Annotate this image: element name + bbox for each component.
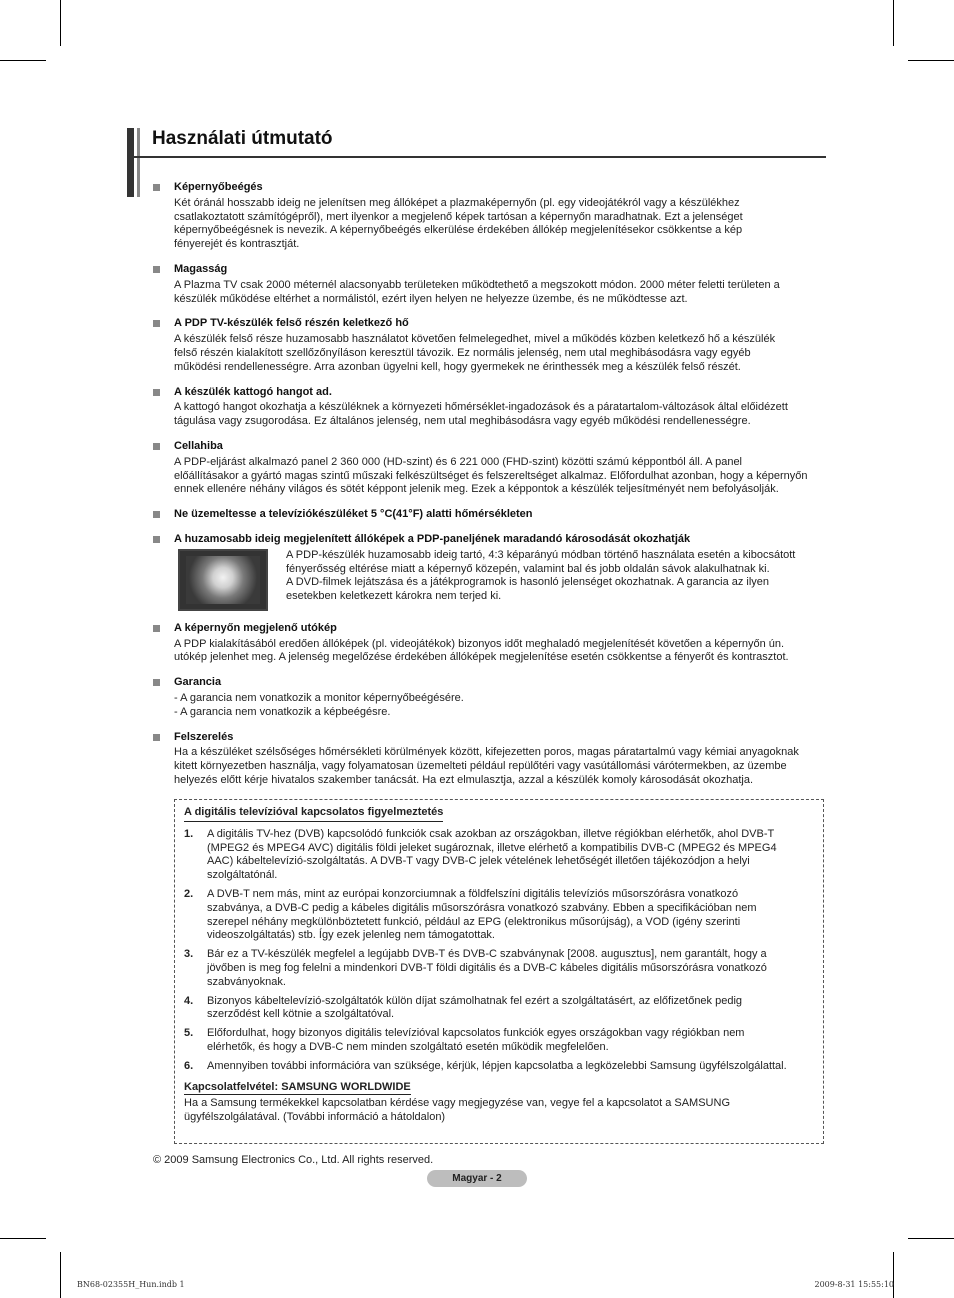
notice-item [184, 1027, 813, 1055]
text-line: képernyőbeégésnek is nevezik. A képernyőbeégés elkerülése érdekében állókép megjelenítésekor csökkentse a kép [174, 224, 743, 237]
text-line: A DVB-T nem más, mint az európai konzorciumnak a földfelszíni digitális televíziós műsorszórásra vonatkozó [207, 887, 739, 900]
page-title: Használati útmutató [152, 128, 333, 149]
text-line: helyezés előtt kérje hivatalos szakember tanácsát. Ha ezt elmulasztja, azzal a készülék komoly károsodását okozhatja. [174, 773, 754, 786]
section-heading: Ne üzemeltesse a televíziókészüléket 5 °C(41°F) alatti hőmérsékleten [174, 508, 533, 521]
text-line: szolgáltatónál. [207, 869, 278, 882]
text-line: elérhetők, és hogy a DVB-C nem minden szolgáltató esetén működik megfelelően. [207, 1040, 609, 1053]
crop-mark [0, 1238, 46, 1239]
item-number: 3. [184, 948, 194, 961]
text-line: - A garancia nem vonatkozik a képbeégésre. [174, 705, 391, 718]
main-content [152, 181, 828, 799]
section-heading: A készülék kattogó hangot ad. [174, 385, 332, 398]
text-line: szabványa, a DVB-C pedig a kábeles digitális műsorszórásra vonatkozó szabvány. Ebben a specifikációban nem [207, 901, 757, 914]
section-heading: Cellahiba [174, 439, 223, 452]
page-number-badge: Magyar - 2 [427, 1170, 527, 1187]
crop-mark [893, 0, 894, 46]
crop-mark [60, 0, 61, 46]
section-heading: Képernyőbeégés [174, 181, 263, 193]
item-number: 6. [184, 1059, 194, 1072]
title-accent-bar [127, 128, 134, 197]
text-line: A kattogó hangot okozhatja a készüléknek a környezeti hőmérséklet-ingadozások és a páratartalom-változások által előidézett [174, 401, 788, 414]
notice-heading: A digitális televízióval kapcsolatos figyelmeztetés [184, 806, 443, 822]
item-number: 1. [184, 827, 194, 840]
footer-timestamp: 2009-8-31 15:55:10 [814, 1280, 894, 1289]
text-line: felső részén kialakított szellőzőnyíláson keresztül távozik. Ez normális jelenség, nem utal meghibásodásra vagy egyéb [174, 346, 751, 359]
bullet-icon [153, 679, 160, 686]
section [152, 181, 828, 252]
text-line: Ha a készüléket szélsőséges hőmérsékleti körülmények között, kifejezetten poros, magas páratartalmú vagy kémiai anyagoknak [174, 746, 799, 759]
bullet-icon [153, 320, 160, 327]
item-number: 2. [184, 887, 194, 900]
section [152, 317, 828, 374]
footer-file-info: BN68-02355H_Hun.indb 1 [77, 1280, 185, 1289]
section-text [174, 746, 828, 787]
section-heading: A huzamosabb ideig megjelenített állóképek a PDP-paneljének maradandó károsodását okozhatják [174, 532, 691, 545]
item-number: 4. [184, 994, 194, 1007]
text-line: A digitális TV-hez (DVB) kapcsolódó funkciók csak azokban az országokban, illetve régiókban elérhetők, ahol DVB-T [207, 827, 775, 840]
text-line: csatlakoztatott számítógépről), mert ilyenkor a megjelenő képek tartósan a képernyőn maradhatnak. Ezt a jelenséget [174, 210, 743, 223]
section-heading: A PDP TV-készülék felső részén keletkező hő [174, 317, 409, 330]
section-text [174, 279, 828, 307]
text-line: fényerejét és kontrasztját. [174, 238, 300, 251]
item-number: 5. [184, 1027, 194, 1040]
section [152, 440, 828, 497]
text-line: Bár ez a TV-készülék megfelel a legújabb DVB-T és DVB-C szabványnak [2008. augusztus], nem garantált, hogy a [207, 948, 767, 961]
crop-mark [60, 1252, 61, 1298]
text-line: - A garancia nem vonatkozik a monitor képernyőbeégésére. [174, 691, 464, 704]
contact-text [184, 1097, 813, 1125]
crop-mark [893, 1252, 894, 1298]
section-text [174, 197, 828, 252]
section [152, 622, 828, 665]
crop-mark [908, 60, 954, 61]
section [152, 676, 828, 719]
text-line: A PDP kialakításából eredően állóképek (pl. videojátékok) bizonyos időt meghaladó megjelenítését követően a képernyőn ún. [174, 637, 785, 650]
section [152, 263, 828, 306]
copyright: © 2009 Samsung Electronics Co., Ltd. All rights reserved. [153, 1154, 434, 1166]
section-text [174, 401, 828, 429]
text-line: Ha a Samsung termékekkel kapcsolatban kérdése vagy megjegyzése van, vegye fel a kapcsolatot a SAMSUNG [184, 1097, 730, 1110]
text-line: (MPEG2 és MPEG4 AVC) digitális földi jeleket sugároznak, illetve elérhető a kompatibilis DVB-C (MPEG2 és MPEG4 [207, 841, 777, 854]
notice-list [184, 828, 813, 1074]
text-line: esetekben keletkezett károkra nem terjed ki. [286, 590, 502, 603]
afterimage-illustration [178, 549, 268, 611]
digital-tv-notice-box [174, 799, 824, 1144]
image-section [152, 533, 828, 611]
notice-item [184, 948, 813, 989]
text-line: Előfordulhat, hogy bizonyos digitális televízióval kapcsolatos funkciók egyes országokban vagy régiókban nem [207, 1027, 745, 1040]
section [152, 386, 828, 429]
text-line: A PDP-eljárást alkalmazó panel 2 360 000 (HD-szint) és 6 221 000 (FHD-szint) közötti számú képpontból áll. A panel [174, 455, 743, 468]
section-heading: Felszerelés [174, 730, 234, 743]
text-line: ügyfélszolgálatával. (További információ a hátoldalon) [184, 1111, 446, 1124]
text-line: jövőben is meg fog felelni a mindenkori DVB-T földi digitális és a DVB-C kábeles digitális műsorszórásra vonatkozó [207, 961, 767, 974]
notice-item [184, 888, 813, 943]
bullet-icon [153, 266, 160, 273]
text-line: készülék működése eltérhet a normálistól, ezért ilyen helyen ne helyezze üzembe, és ne működtesse azt. [174, 292, 688, 305]
bullet-icon [153, 443, 160, 450]
section-heading: Magasság [174, 262, 228, 275]
contact-heading: Kapcsolatfelvétel: SAMSUNG WORLDWIDE [184, 1081, 411, 1096]
section-text [286, 549, 795, 611]
section-heading: A képernyőn megjelenő utókép [174, 621, 337, 634]
bullet-icon [153, 536, 160, 543]
text-line: Bizonyos kábeltelevízió-szolgáltatók külön díjat számolhatnak fel ezért a szolgáltatásért, az előfizetőnek pedig [207, 994, 743, 1007]
bullet-icon [153, 511, 160, 518]
text-line: AAC) kábeltelevízió-szolgáltatás. A DVB-T vagy DVB-C jelek vételének lehetőségét illetően tájékozódjon a helyi [207, 855, 750, 868]
bullet-icon [153, 184, 160, 191]
text-line: A DVD-filmek lejátszása és a játékprogramok is hasonló jelenséget okozhatnak. A garancia az ilyen [286, 576, 770, 589]
section-heading: Garancia [174, 676, 222, 689]
section [152, 731, 828, 788]
text-line: A készülék felső része huzamosabb használatot követően felmelegedhet, mivel a működés közben keletkező hő a készülék [174, 333, 776, 346]
text-line: fényerősség eltérése miatt a képernyő közepén, valamint bal és jobb oldalán sávok alakulhatnak ki. [286, 562, 770, 575]
crop-mark [908, 1238, 954, 1239]
section-text [174, 638, 828, 666]
notice-item [184, 828, 813, 883]
text-line: szerepel néhány megkülönböztetett funkció, például az EPG (elektronikus műsorújság), a VOD (igény szerinti [207, 915, 741, 928]
text-line: Amennyiben további információra van szüksége, kérjük, lépjen kapcsolatba a legközelebbi Samsung ügyfélszolgálattal. [207, 1059, 787, 1072]
text-line: A PDP-készülék huzamosabb ideig tartó, 4:3 képarányú módban történő használata esetén a kibocsátott [286, 548, 796, 561]
crop-mark [0, 60, 46, 61]
text-line: ennek ellenére néhány világos és sötét képpont jelenik meg. Ezek a képpontok a készülék teljesítményét nem befolyásolják. [174, 483, 779, 496]
bullet-icon [153, 734, 160, 741]
text-line: szerződést kell kötnie a szolgáltatóval. [207, 1008, 395, 1021]
text-line: működési rendellenességre. Arra azonban ügyelni kell, hogy gyermekek ne érinthessék meg a készülék felső részét. [174, 360, 741, 373]
text-line: kitett környezetben használja, vagy folyamatosan üzemelteti például repülőtéri vagy vasútállomási várótermekben, az üzembe [174, 760, 787, 773]
section [152, 508, 828, 522]
bullet-icon [153, 625, 160, 632]
text-line: videoszolgáltatás) stb. Így ezek jelenleg nem támogatottak. [207, 929, 495, 942]
text-line: tágulása vagy zsugorodása. Ez általános jelenség, nem utal meghibásodásra vagy egyéb működési rendellenességre. [174, 415, 751, 428]
section-text [174, 456, 828, 497]
text-line: Két óránál hosszabb ideig ne jelenítsen meg állóképet a plazmaképernyőn (pl. egy videojátékról vagy a készülékhez [174, 196, 740, 209]
text-line: utókép jelenhet meg. A jelenség megelőzése érdekében állóképek megjelenítése esetén csökkentse a fényerőt és kontrasztot. [174, 651, 789, 664]
text-line: előállításakor a gyártó magas szintű műszaki felkészültséget és felszereltséget alkalmaz. Előfordulhat azonban, hogy a képernyőn [174, 469, 808, 482]
notice-item [184, 1060, 813, 1074]
notice-item [184, 995, 813, 1023]
title-rule [127, 156, 826, 158]
title-accent-bar-inner [137, 128, 140, 197]
section-text [174, 692, 828, 720]
bullet-icon [153, 389, 160, 396]
text-line: A Plazma TV csak 2000 méternél alacsonyabb területeken működtethető a megszokott módon. 2000 méter feletti területen a [174, 278, 780, 291]
section-text [174, 333, 828, 374]
text-line: szabványoknak. [207, 975, 286, 988]
